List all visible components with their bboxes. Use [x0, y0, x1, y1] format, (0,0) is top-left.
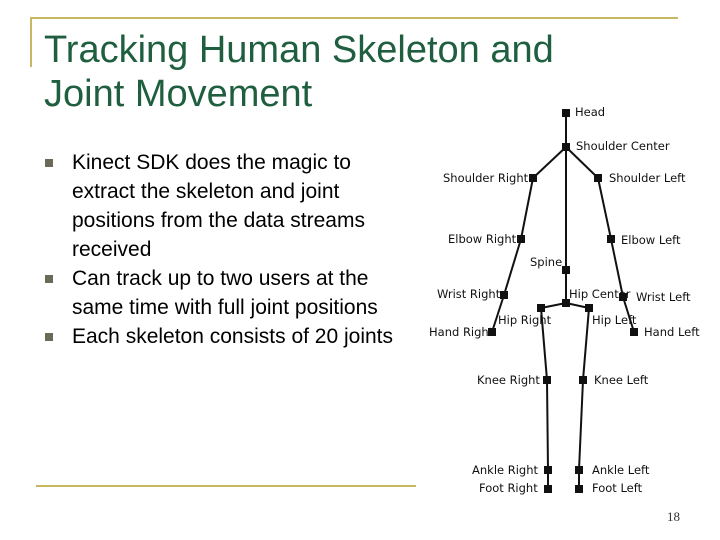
square-bullet-icon: [45, 159, 53, 167]
bullet-text: Kinect SDK does the magic to extract the skeleton and joint positions from the data streams received: [72, 151, 365, 261]
hip-right-label: Hip Right: [498, 313, 552, 327]
spine-label: Spine: [530, 255, 563, 269]
skeleton-joints: [488, 109, 638, 493]
left-shin-bone: [579, 380, 583, 470]
square-bullet-icon: [45, 275, 53, 283]
ankle-left-joint-marker: [575, 466, 583, 474]
frame-left-line: [30, 17, 32, 67]
shoulder-center-label: Shoulder Center: [576, 139, 670, 153]
shoulder-right-joint-marker: [529, 174, 537, 182]
knee-left-label: Knee Left: [594, 373, 649, 387]
left-upper-arm-bone: [598, 178, 611, 239]
ankle-left-label: Ankle Left: [592, 463, 650, 477]
right-shin-bone: [547, 380, 548, 470]
wrist-right-joint-marker: [500, 291, 508, 299]
hip-left-label: Hip Left: [592, 313, 637, 327]
hip-center-label: Hip Center: [569, 287, 631, 301]
left-thigh-bone: [583, 308, 589, 380]
bullet-text: Each skeleton consists of 20 joints: [72, 325, 394, 348]
shoulder-left-joint-marker: [594, 174, 602, 182]
skeleton-diagram: [420, 98, 710, 500]
right-shoulder-bone: [533, 147, 566, 178]
frame-top-line: [30, 17, 678, 19]
ankle-right-joint-marker: [544, 466, 552, 474]
title-line-1: Tracking Human Skeleton and: [44, 29, 554, 71]
head-label: Head: [575, 105, 606, 119]
bullet-list: [44, 148, 414, 351]
page-number: 18: [667, 509, 680, 524]
head-joint-marker: [562, 109, 570, 117]
spine-joint-marker: [562, 266, 570, 274]
knee-left-joint-marker: [579, 376, 587, 384]
hand-left-label: Hand Left: [644, 325, 700, 339]
foot-left-label: Foot Left: [592, 481, 643, 495]
elbow-right-label: Elbow Right: [448, 232, 517, 246]
bullet-item: [44, 148, 414, 264]
bullet-item: [44, 322, 414, 351]
hand-right-label: Hand Right: [429, 325, 494, 339]
hand-left-joint-marker: [630, 328, 638, 336]
knee-right-label: Knee Right: [477, 373, 540, 387]
shoulder-right-label: Shoulder Right: [443, 171, 529, 185]
frame-bottom-line: [36, 485, 416, 487]
elbow-left-label: Elbow Left: [621, 233, 681, 247]
ankle-right-label: Ankle Right: [472, 463, 539, 477]
bullet-item: [44, 264, 414, 322]
square-bullet-icon: [45, 333, 53, 341]
hip-left-joint-marker: [585, 304, 593, 312]
knee-right-joint-marker: [543, 376, 551, 384]
right-upper-arm-bone: [521, 178, 533, 239]
wrist-left-label: Wrist Left: [636, 290, 691, 304]
bullet-text: Can track up to two users at the same time with full joint positions: [72, 267, 378, 319]
foot-left-joint-marker: [575, 485, 583, 493]
hip-right-joint-marker: [537, 304, 545, 312]
title-line-2: Joint Movement: [44, 73, 313, 115]
right-forearm-bone: [504, 239, 521, 295]
wrist-right-label: Wrist Right: [437, 287, 501, 301]
elbow-right-joint-marker: [517, 235, 525, 243]
shoulder-left-label: Shoulder Left: [609, 171, 686, 185]
foot-right-label: Foot Right: [479, 481, 538, 495]
shoulder-center-joint-marker: [562, 143, 570, 151]
foot-right-joint-marker: [544, 485, 552, 493]
elbow-left-joint-marker: [607, 235, 615, 243]
